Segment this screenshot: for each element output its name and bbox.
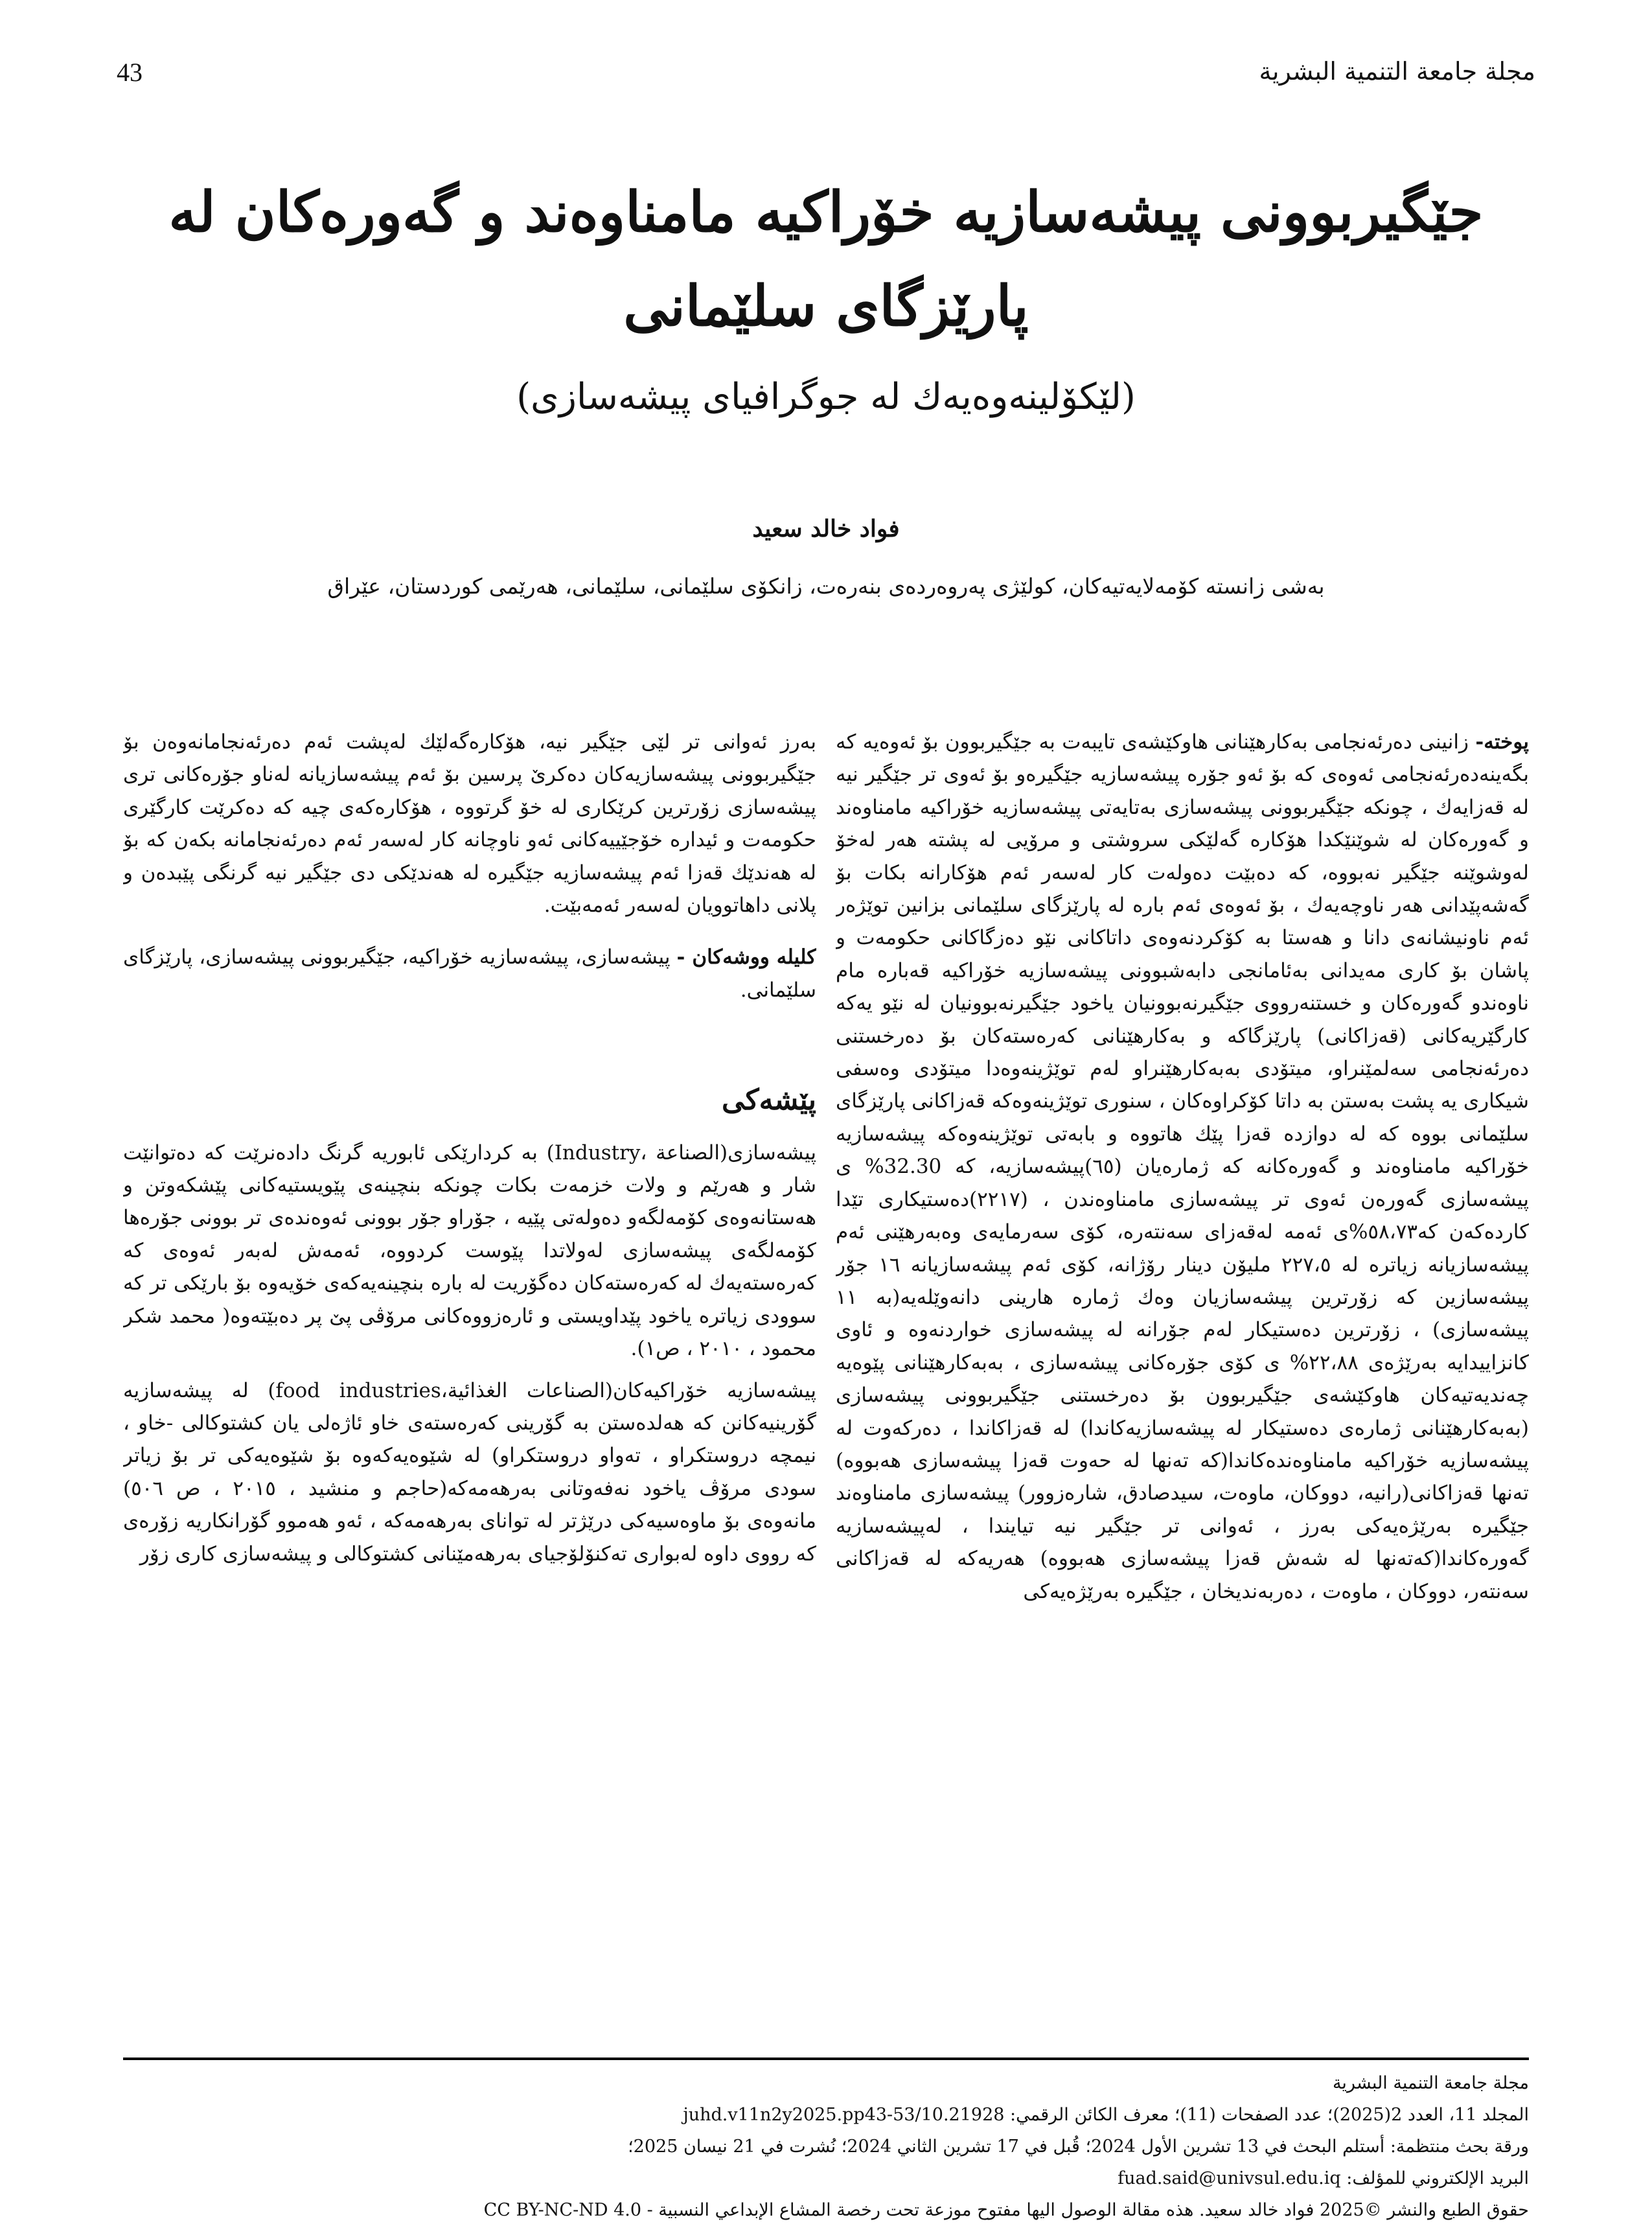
footer-volume: المجلد 11، العدد 2(2025)؛ عدد الصفحات (11)؛ معرف الكائن الرقمي: 10.21928/juhd.v11n2y2025.pp43-53 <box>683 2105 1529 2125</box>
introduction-heading: پێشەکی <box>722 1084 816 1117</box>
page-number: 43 <box>117 58 143 87</box>
article-title <box>155 165 1497 353</box>
page-footer <box>123 2067 1529 2226</box>
footer-divider <box>123 2058 1529 2060</box>
title-line-2: پارێزگای سلێمانی <box>623 273 1029 339</box>
author-name: فواد خالد سعيد <box>752 515 900 542</box>
keywords-label: کلیلە ووشەکان - <box>676 945 816 969</box>
footer-email: البريد الإلكتروني للمؤلف: fuad.said@univsul.edu.iq <box>1118 2168 1529 2188</box>
introduction-paragraph-2: پیشەسازیە خۆراکیەکان(الصناعات الغذائیة،food industries) لە پیشەسازیە گۆرینیەکانن کە هەلدەستن بە گۆرینی کەرەستەی خاو ئاژەلی یان کشتوکالی -خاو ، نیمچە دروستکراو ، تەواو دروستکراو) لە شێوەیەکەوە بۆ شێوەیەکی تر بۆ زیاتر سودی مرۆڤ یاخود نەفەوتانی بەرهەمەکە(حاجم و منشید ، ٢٠١٥ ، ص ٥٠٦) مانەوەی بۆ ماوەسیەکی درێژتر لە توانای بەرهەمەکە ، ئەو هەموو گۆرانکاریە زۆرەی کە رووی داوە لەبواری تەکنۆلۆجیای بەرهەمێنانی کشتوکالی و پیشەسازی کاری زۆر <box>123 1378 816 1566</box>
abstract-paragraph <box>836 726 1529 1608</box>
abstract-continuation: بەرز ئەوانی تر لێی جێگیر نیە، هۆکارەگەلێك لەپشت ئەم دەرئەنجامانەوەن بۆ جێگیربوونی پیشەسازیەکان دەکرێ پرسین بۆ ئەم پیشەسازیانە لەناو جۆرەکانی تری پیشەسازی زۆرترین کرێکاری لە خۆ گرتووە ، هۆکارەکەی چیە کە دەکرێت کارگێری حکومەت و ئیدارە خۆجێییەکانی ئەو ناوچانە کار لەسەر ئەم دەرئەنجامانە بکەن کە بۆ لە هەندێك قەزا ئەم پیشەسازیە جێگیرە لە هەندێکی دی جێگیر نیە گرنگی پێبدەن و پلانی داهاتوویان لەسەر ئەمەبێت. <box>123 730 816 918</box>
left-column <box>123 726 816 2087</box>
keywords-paragraph <box>123 941 816 1006</box>
footer-dates: ورقة بحث منتظمة: أستلم البحث في 13 تشرين الأول 2024؛ قُبل في 17 تشرين الثاني 2024؛ نُشرت في 21 نيسان 2025؛ <box>628 2137 1529 2157</box>
page-header <box>117 57 1535 96</box>
footer-license: حقوق الطبع والنشر ©2025 فواد خالد سعيد. هذه مقالة الوصول اليها مفتوح موزعة تحت رخصة المشاع الإبداعي النسبية - CC BY-NC-ND 4.0 <box>483 2200 1529 2220</box>
right-column <box>836 726 1529 2061</box>
abstract-label: پوختە- <box>1475 730 1529 754</box>
author-affiliation: بەشی زانستە کۆمەلایەتیەکان، کولێژی پەروەردەی بنەرەت، زانکۆی سلێمانی، سلێمانی، هەرێمی کوردستان، عێراق <box>327 574 1325 599</box>
introduction-paragraph-1: پیشەسازی(الصناعة ،Industry) بە کردارێکی ئابوریە گرنگ دادەنرێت کە دەتوانێت شار و هەرێم و ولات خزمەت بکات چونکە بنچینەی پێویستیەکانی پێشکەوتن و هەستانەوەی کۆمەلگەو دەولەتی پێیە ، جۆراو جۆر بوونی ئەوەندەی تر بوونی جۆرەها کۆمەلگەی پیشەسازی لەولاتدا پێوست کردووە، ئەمەش لەبەر ئەوەی کە کەرەستەیەك لە کەرەستەکان دەگۆریت لە بارە بنچینەیەکەی خۆیەوە بۆ بارێکی تر کە سوودی زیاترە یاخود پێداویستی و ئارەزووەکانی مرۆڤی پێ پر دەبێتەوە( محمد شکر محمود ، ٢٠١٠ ، ص١). <box>123 1141 816 1361</box>
article-subtitle: (لێکۆلینەوەیەك لە جوگرافیای پیشەسازی) <box>516 376 1136 418</box>
footer-journal: مجلة جامعة التنمية البشرية <box>1332 2073 1529 2093</box>
keywords-text: پیشەسازی، پیشەسازیە خۆراکیە، جێگیربوونی پیشەسازی، پارێزگای سلێمانی. <box>123 945 816 1002</box>
abstract-text: زانینی دەرئەنجامی بەکارهێنانی هاوکێشەی تایبەت بە جێگیربوون بۆ ئەوەیە کە بگەینەدەرئەنجامی ئەوەی کە بۆ ئەو جۆرە پیشەسازیە جێگیرەو بۆ ئەوی تر جێگیر نیە لە قەزایەك ، چونکە جێگیربوونی پیشەسازی بەتایەتی پیشەسازیە خۆراکیە مامناوەند و گەورەکان لە شوێنێکدا هۆکارە گەلێکی سروشتی و مرۆیی لە پشتە هەر لەخۆ لەوشوێنە جێگیر نەبووە، کە دەبێت دەولەت کار لەسەر ئەم هۆکارانە بکات بۆ گەشەپێدانی هەر ناوچەیەك ، بۆ ئەوەی ئەم بارە لە پارێزگای سلێمانی بزانین توێژەر ئەم ناونیشانەی دانا و هەستا بە کۆکردنەوەی داتاکانی نێو دەزگاکانی حکومەت و پاشان بۆ کاری مەیدانی بەئامانجی دابەشبوونی پیشەسازیە خۆراکیە قەبارە مام ناوەندو گەورەکان و خستنەرووی جێگیرنەبوونیان یاخود جێگیرنەبوونیان لە نێو یەکە کارگێریەکانی (قەزاکانی) پارێزگاکە و بەکارهێنانی کەرەستەکان بۆ دەرخستنی دەرئەنجامی سەلمێنراو، میتۆدی بەبەکارهێنراو لەم توێژینەوەدا میتۆدی وەسفی شیکاری یە پشت بەستن بە داتا کۆکراوەکان ، سنوری توێژینەوەکە قەزاکانی پارێزگای سلێمانی بووە کە لە دوازدە قەزا پێك هاتووە و بابەتی توێژینەوەکە پیشەسازیە خۆراکیە مامناوەند و گەورەکانە کە ژمارەیان (٦٥)پیشەسازیە، کە 32.30% ی پیشەسازی گەورەن ئەوی تر پیشەسازی مامناوەندن ، (٢٢١٧)دەستیکاری تێدا کاردەکەن کە٥٨،٧٣%ی ئەمە لەقەزای سەنتەرە، کۆی سەرمایەی وەبەرهێنی ئەم پیشەسازیانە زیاترە لە ٢٢٧،٥ ملیۆن دینار رۆژانە، کۆی ئەم پیشەسازیانە ١٦ جۆر پیشەسازین کە زۆرترین پیشەسازیان وەك ژمارە هارینی دانەوێلەیە(بە ١١ پیشەسازی) ، زۆرترین دەستیکار لەم جۆرانە لە پیشەسازی خواردنەوە و ئاوی کانزاییدایە بەرێژەی ٢٢،٨٨% ی کۆی جۆرەکانی پیشەسازی ، بەبەکارهێنانی پێوەیە چەندیەتیەکان هاوکێشەی جێگیربوون بۆ دەرخستنی جێگیربوونی پیشەسازی (بەبەکارهێنانی ژمارەی دەستیکار لە پیشەسازیەکاندا) لە قەزاکاندا ، دەرکەوت لە پیشەسازیە خۆراکیە مامناوەندەکاندا(کە تەنها لە حەوت قەزا پیشەسازی هەبووە) تەنها قەزاکانی(رانیە، دووکان، ماوەت، سیدصادق، شارەزوور) پیشەسازی مامناوەند جێگیرە بەرێژەیەکی بەرز ، ئەوانی تر جێگیر نیە تیایندا ، لەپیشەسازیە گەورەکاندا(کەتەنها لە شەش قەزا پیشەسازی هەبووە) هەریەکە لە قەزاکانی سەنتەر، دووکان ، ماوەت ، دەربەندیخان ، جێگیرە بەرێژەیەکی <box>836 730 1529 1603</box>
journal-name: مجلة جامعة التنمية البشرية <box>1259 57 1535 86</box>
title-line-1: جێگیربوونی پیشەسازیە خۆراکیە مامناوەند و گەورەکان لە <box>168 180 1484 245</box>
